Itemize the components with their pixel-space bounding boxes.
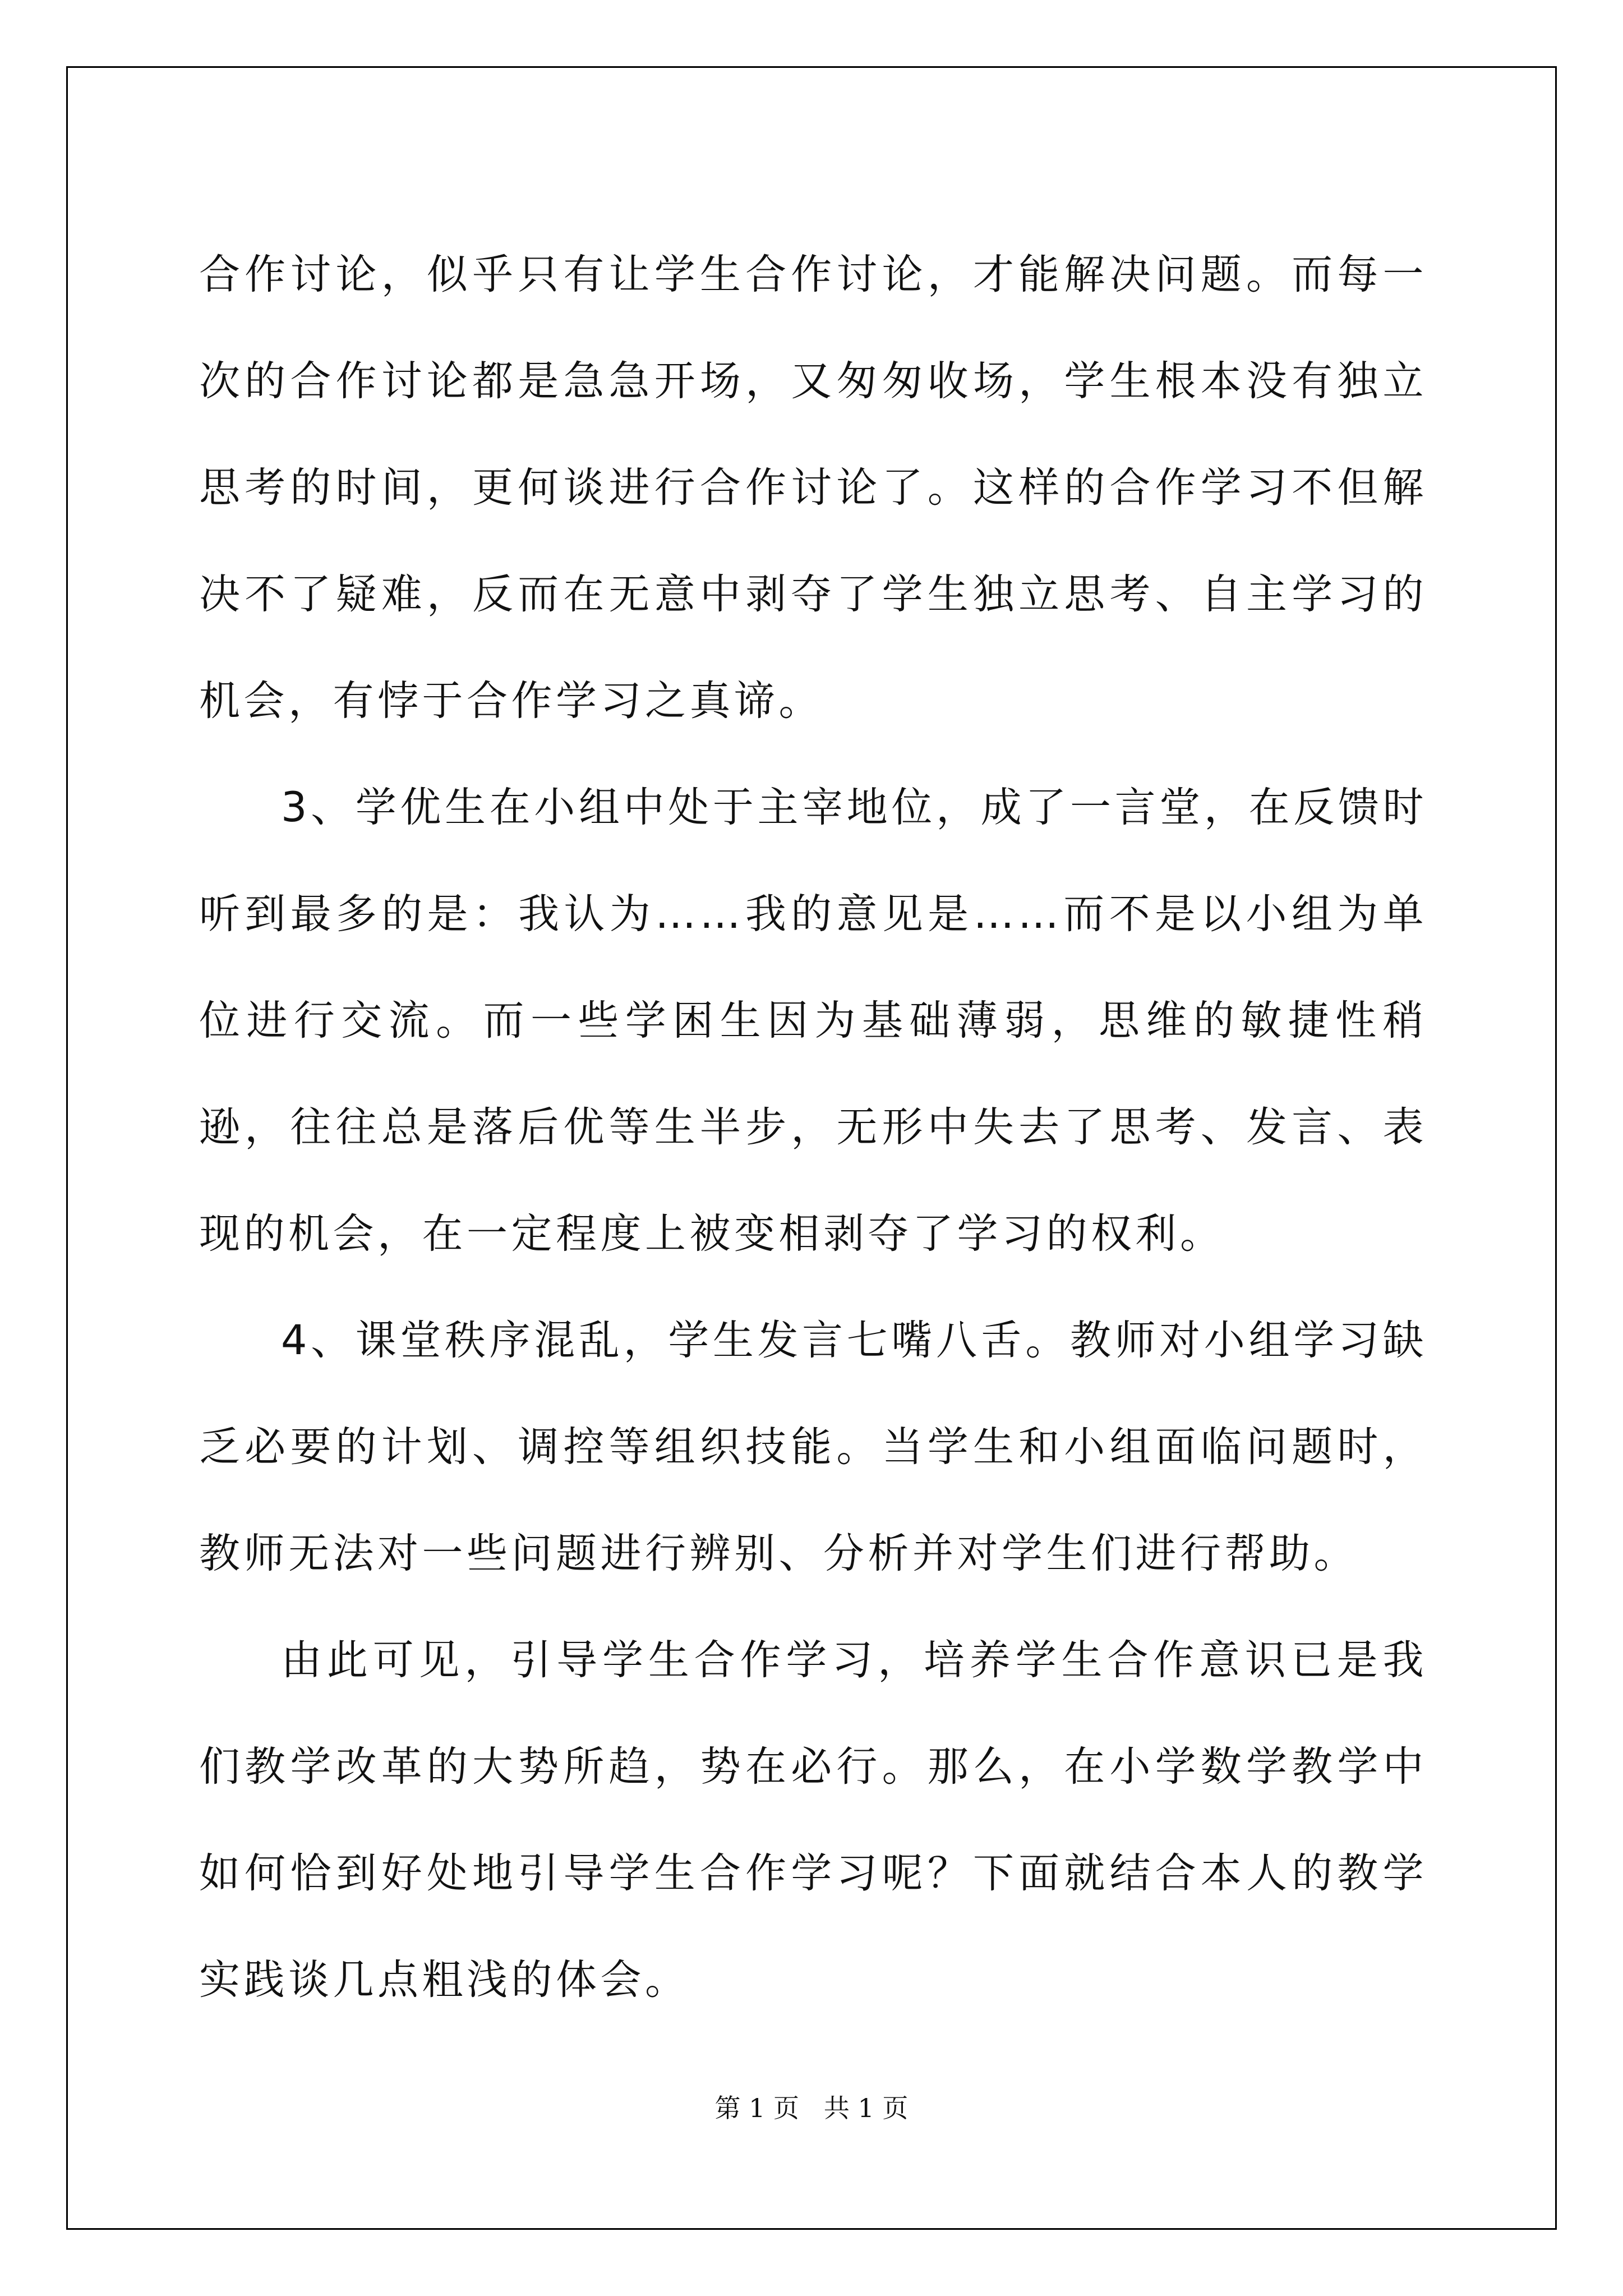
paragraph-3: 4、课堂秩序混乱，学生发言七嘴八舌。教师对小组学习缺乏必要的计划、调控等组织技能。当学生和小组面临问题时，教师无法对一些问题进行辨别、分析并对学生们进行帮助。: [199, 1317, 1427, 1577]
document-body: [199, 222, 1427, 2033]
paragraph-1: 合作讨论，似乎只有让学生合作讨论，才能解决问题。而每一次的合作讨论都是急急开场，又匆匆收场，学生根本没有独立思考的时间，更何谈进行合作讨论了。这样的合作学习不但解决不了疑难，反而在无意中剥夺了学生独立思考、自主学习的机会，有悖于合作学习之真谛。: [199, 251, 1427, 725]
paragraph-2: 3、学优生在小组中处于主宰地位，成了一言堂，在反馈时听到最多的是：我认为……我的意见是……而不是以小组为单位进行交流。而一些学困生因为基础薄弱，思维的敏捷性稍逊，往往总是落后优等生半步，无形中失去了思考、发言、表现的机会，在一定程度上被变相剥夺了学习的权利。: [199, 784, 1427, 1258]
page-footer: 第 1 页 共 1 页: [714, 2093, 909, 2123]
paragraph-4: 由此可见，引导学生合作学习，培养学生合作意识已是我们教学改革的大势所趋，势在必行。那么，在小学数学教学中如何恰到好处地引导学生合作学习呢？下面就结合本人的教学实践谈几点粗浅的体会。: [199, 1636, 1427, 2004]
